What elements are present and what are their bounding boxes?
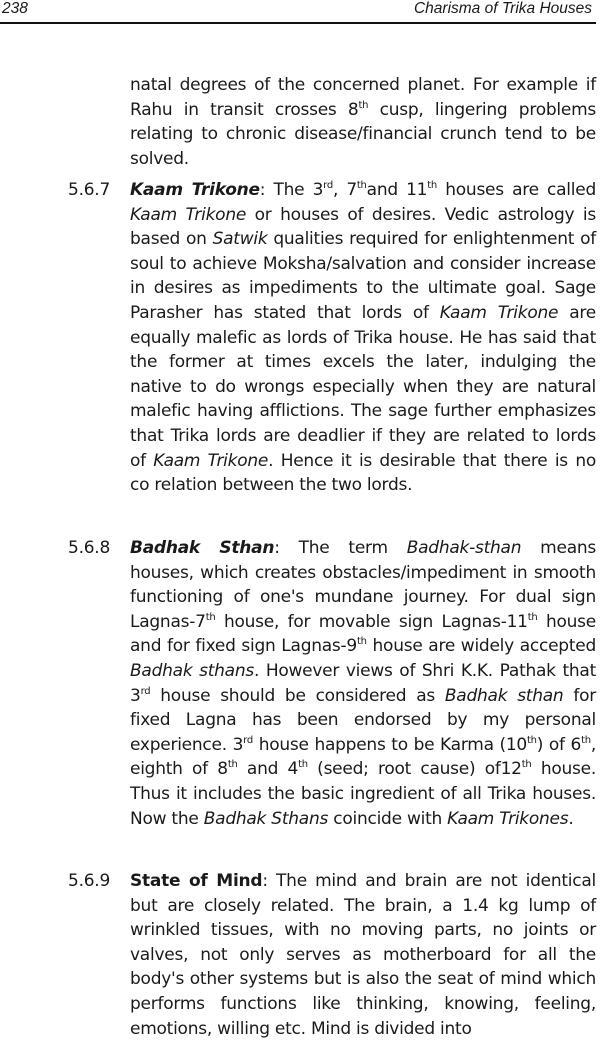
section-heading: Kaam Trikone: [130, 180, 260, 200]
page-number: 238: [2, 0, 28, 17]
section-body: Kaam Trikone: The 3rd, 7thand 11th houses are called Kaam Trikone or houses of desires. Vedic astrology is based on Satwik qualities required for enlightenment of soul to achieve Moksha/salvation and consider increase in desires as impediments to the ultimate goal. Sage Parasher has stated that lords of Kaam Trikone are equally malefic as lords of Trika house. He has said that the former at times excels the later, indulging the native to do wrongs especially when they are natural malefic having afflictions. The sage further emphasizes that Trika lords are deadlier if they are related to lords of Kaam Trikone. Hence it is desirable that there is no co relation between the two lords.: [130, 180, 597, 496]
section-number: 5.6.9: [68, 871, 111, 891]
section-heading: Badhak Sthan: [130, 538, 275, 558]
section-body: State of Mind: The mind and brain are not identical but are closely related. The brain, a 1.4 kg lump of wrinkled tissues, with no moving parts, no joints or valves, not only serves as motherboard for all the body's other systems but is also the seat of mind which performs functions like thinking, knowing, feeling, emotions, willing etc. Mind is divided into: [130, 871, 596, 1039]
section-5-6-8: [68, 536, 596, 831]
running-header: [0, 0, 596, 24]
section-number: 5.6.7: [68, 180, 111, 200]
section-5-6-9: [68, 869, 596, 1041]
section-body: Badhak Sthan: The term Badhak-sthan means houses, which creates obstacles/impediment in smooth functioning of one's mundane journey. For dual sign Lagnas-7th house, for movable sign Lagnas-11th house and for fixed sign Lagnas-9th house are widely accepted Badhak sthans. However views of Shri K.K. Pathak that 3rd house should be considered as Badhak sthan for fixed Lagna has been endorsed by my personal experience. 3rd house happens to be Karma (10th) of 6th, eighth of 8th and 4th (seed; root cause) of12th house. Thus it includes the basic ingredient of all Trika houses. Now the Badhak Sthans coincide with Kaam Trikones.: [130, 538, 597, 829]
section-heading: State of Mind: [130, 871, 263, 891]
section-number: 5.6.8: [68, 538, 111, 558]
intro-paragraph: natal degrees of the concerned planet. For example if Rahu in transit crosses 8th cusp, lingering problems relating to chronic disease/financial crunch tend to be solved.: [130, 75, 596, 169]
running-title: Charisma of Trika Houses: [413, 0, 592, 17]
section-5-6-7: [68, 178, 596, 498]
